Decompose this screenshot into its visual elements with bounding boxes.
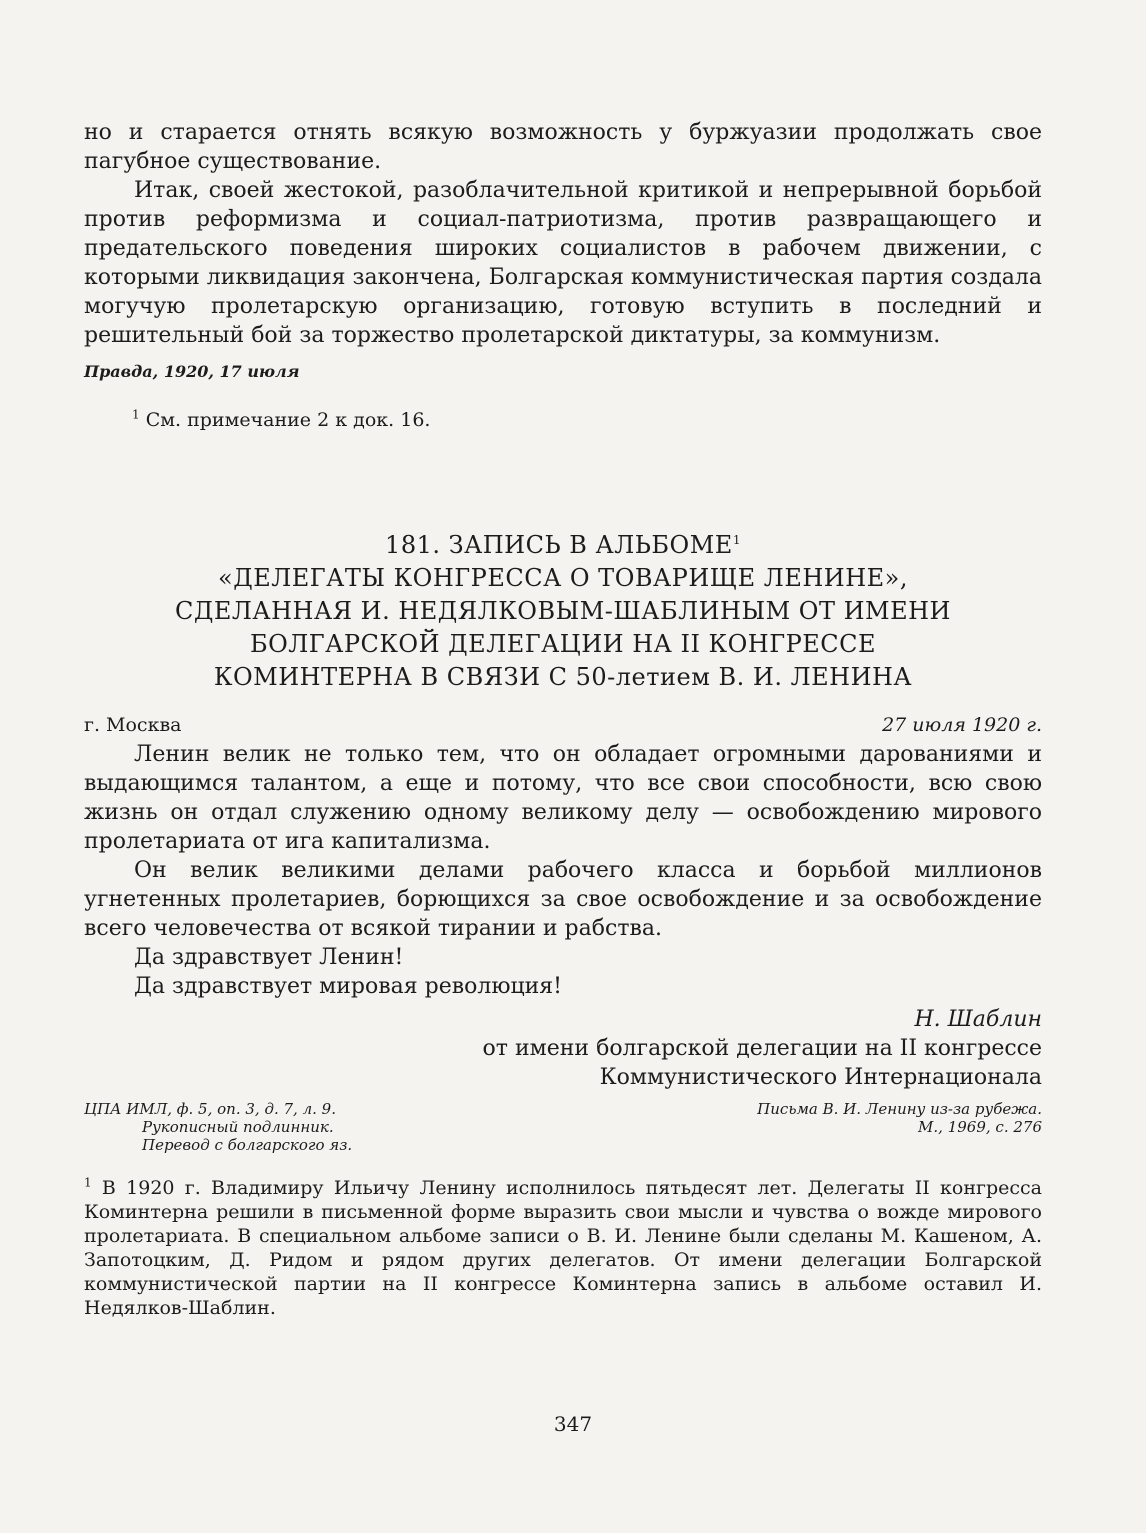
signature-line-1: от имени болгарской делегации на II конгрессе [482,1036,1042,1061]
date: 27 июля 1920 г. [882,714,1042,736]
source-original: Рукописный подлинник. [142,1118,334,1136]
page-number: 347 [553,1412,593,1436]
bottom-footnote [84,1176,1042,1320]
sources-left [84,1100,352,1154]
body-paragraph-4: Да здравствует мировая революция! [134,974,563,999]
title-line-1: 181. ЗАПИСЬ В АЛЬБОМЕ [385,531,733,559]
bottom-footnote-text: В 1920 г. Владимиру Ильичу Ленину исполнилось пятьдесят лет. Делегаты II конгресса Коминтерна решили в письменной форме выразить свои мысли и чувства о вожде мирового пролетариата. В специальном альбоме записи о В. И. Ленине были сделаны М. Кашеном, А. Запотоцким, Д. Ридом и рядом других делегатов. От имени делегации Болгарской коммунистической партии на II конгрессе Коминтерна запись в альбоме оставил И. Недялков-Шаблин. [84,1177,1042,1319]
place-date-row [84,714,1042,736]
top-footnote-mark: 1 [132,407,140,422]
source-archive: ЦПА ИМЛ, ф. 5, оп. 3, д. 7, л. 9. [84,1100,336,1118]
top-paragraph-2: Итак, своей жестокой, разоблачительной критикой и непрерывной борьбой против реформизма и социал-патриотизма, против развращающего и предательского поведения широких социалистов в рабочем движении, с которыми ликвидация закончена, Болгарская коммунистическая партия создала могучую пролетарскую организацию, готовую вступить в последний и решительный бой за торжество пролетарской диктатуры, за коммунизм. [84,178,1042,348]
document-title [84,529,1042,694]
title-line-2: «ДЕЛЕГАТЫ КОНГРЕССА О ТОВАРИЩЕ ЛЕНИНЕ», [218,564,908,592]
title-line-4: БОЛГАРСКОЙ ДЕЛЕГАЦИИ НА II КОНГРЕССЕ [249,630,877,658]
top-footnote [132,409,1042,431]
body-paragraph-2: Он велик великими делами рабочего класса и борьбой миллионов угнетенных пролетариев, борющихся за свое освобождение и за освобождение всего человечества от всякой тирании и рабства. [84,858,1042,941]
place: г. Москва [84,714,182,736]
sources-right [757,1100,1042,1154]
title-line-3: СДЕЛАННАЯ И. НЕДЯЛКОВЫМ-ШАБЛИНЫМ ОТ ИМЕНИ [175,597,951,625]
signature: Н. Шаблин [914,1007,1042,1032]
source-publication: Письма В. И. Ленину из-за рубежа. [757,1100,1042,1118]
top-paragraph-1: но и старается отнять всякую возможность у буржуазии продолжать свое пагубное существование. [84,120,1042,174]
bottom-footnote-mark: 1 [84,1175,92,1190]
title-footnote-mark: 1 [732,533,741,547]
signature-line-2: Коммунистического Интернационала [599,1065,1042,1090]
source-translation: Перевод с болгарского яз. [142,1136,353,1154]
body-paragraph-3: Да здравствует Ленин! [134,945,404,970]
archival-sources [84,1100,1042,1154]
top-source: Правда, 1920, 17 июля [84,362,300,381]
source-publication-year: М., 1969, с. 276 [918,1118,1042,1136]
title-line-5: КОМИНТЕРНА В СВЯЗИ С 50-летием В. И. ЛЕНИНА [213,663,913,691]
body-paragraph-1: Ленин велик не только тем, что он обладает огромными дарованиями и выдающимся талантом, а еще и потому, что все свои способности, всю свою жизнь он отдал служению одному великому делу — освобождению мирового пролетариата от ига капитализма. [84,742,1042,854]
top-footnote-text: См. примечание 2 к док. 16. [145,409,431,431]
